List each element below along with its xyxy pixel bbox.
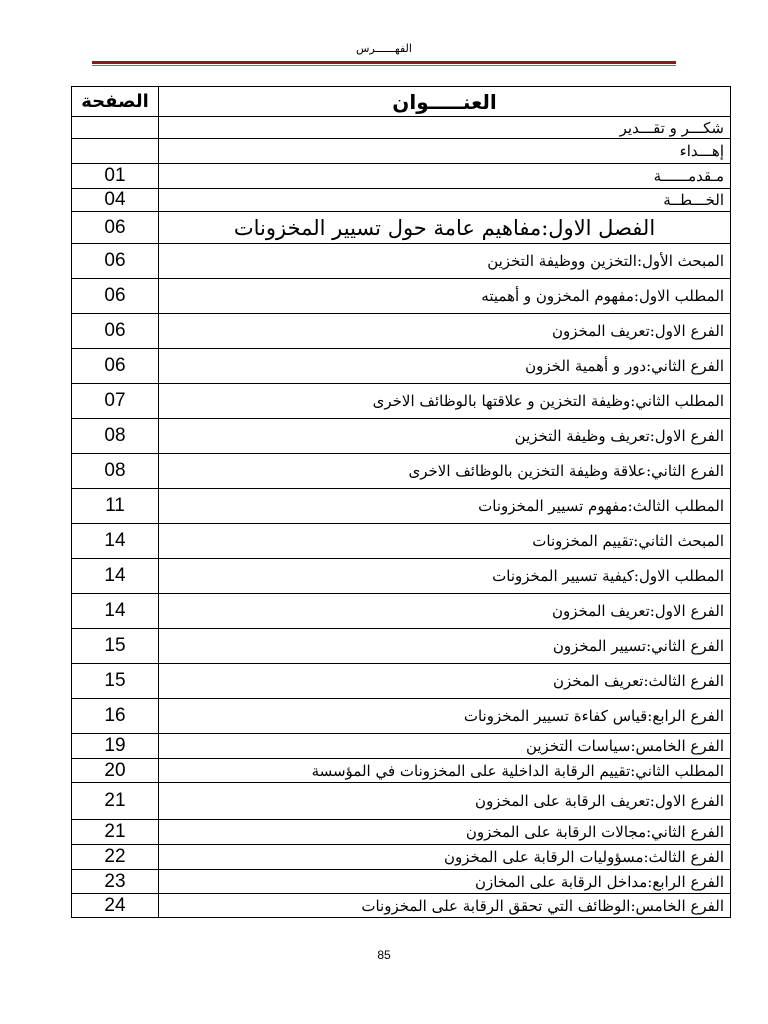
table-row (72, 870, 731, 894)
table-row (72, 664, 731, 699)
entry-page: 08 (72, 419, 159, 454)
table-of-contents (71, 86, 731, 918)
chapter-title: الفصل الاول:مفاهيم عامة حول تسيير المخزونات (159, 212, 731, 244)
entry-page: 21 (72, 820, 159, 845)
entry-page: 04 (72, 189, 159, 212)
entry-title: الفرع الرابع:مداخل الرقابة على المخازن (159, 870, 731, 894)
entry-title: الفرع الثاني:مجالات الرقابة على المخزون (159, 820, 731, 845)
table-row (72, 559, 731, 594)
table-row (72, 629, 731, 664)
entry-page: 19 (72, 734, 159, 759)
table-row (72, 489, 731, 524)
entry-page: 06 (72, 279, 159, 314)
entry-page: 22 (72, 845, 159, 870)
table-row (72, 783, 731, 820)
header-rule (92, 61, 676, 64)
table-row (72, 759, 731, 783)
entry-title: الفرع الاول:تعريف المخزون (159, 594, 731, 629)
entry-title: الفرع الثالث:تعريف المخزن (159, 664, 731, 699)
entry-page: 21 (72, 783, 159, 820)
entry-title: الفرع الاول:تعريف المخزون (159, 314, 731, 349)
entry-page (72, 117, 159, 139)
table-row (72, 699, 731, 734)
entry-page: 23 (72, 870, 159, 894)
entry-title: المطلب الثالث:مفهوم تسيير المخزونات (159, 489, 731, 524)
entry-page: 20 (72, 759, 159, 783)
entry-page: 06 (72, 314, 159, 349)
entry-page: 15 (72, 664, 159, 699)
page-header-title: الفهــــــرس (356, 42, 412, 55)
table-row (72, 117, 731, 139)
entry-page: 11 (72, 489, 159, 524)
entry-page: 08 (72, 454, 159, 489)
table-row-chapter (72, 212, 731, 244)
entry-page: 06 (72, 349, 159, 384)
entry-title: شكـــر و تقـــدير (159, 117, 731, 139)
table-row (72, 384, 731, 419)
entry-title: مـقدمــــــة (159, 164, 731, 189)
table-row (72, 279, 731, 314)
entry-page: 06 (72, 212, 159, 244)
entry-title: إهـــداء (159, 139, 731, 164)
table-row (72, 734, 731, 759)
header-rule-thin (92, 65, 676, 66)
table-row (72, 845, 731, 870)
entry-title: المطلب الثاني:تقييم الرقابة الداخلية على المخزونات في المؤسسة (159, 759, 731, 783)
entry-page: 14 (72, 524, 159, 559)
column-header-page: الصفحة (72, 87, 159, 117)
entry-title: الخـــطــة (159, 189, 731, 212)
entry-title: المطلب الثاني:وظيفة التخزين و علاقتها بالوظائف الاخرى (159, 384, 731, 419)
entry-title: الفرع الخامس:سياسات التخزين (159, 734, 731, 759)
table-row (72, 189, 731, 212)
entry-title: الفرع الاول:تعريف وظيفة التخزين (159, 419, 731, 454)
table-row (72, 594, 731, 629)
entry-title: الفرع الرابع:قياس كفاءة تسيير المخزونات (159, 699, 731, 734)
entry-page: 06 (72, 244, 159, 279)
entry-title: الفرع الثالث:مسؤوليات الرقابة على المخزون (159, 845, 731, 870)
entry-page (72, 139, 159, 164)
entry-title: المبحث الثاني:تقييم المخزونات (159, 524, 731, 559)
column-header-title: العنـــــوان (159, 87, 731, 117)
entry-title: الفرع الاول:تعريف الرقابة على المخزون (159, 783, 731, 820)
table-row (72, 419, 731, 454)
entry-title: الفرع الثاني:تسيير المخزون (159, 629, 731, 664)
entry-title: الفرع الخامس:الوظائف التي تحقق الرقابة على المخزونات (159, 894, 731, 918)
entry-title: المبحث الأول:التخزين ووظيفة التخزين (159, 244, 731, 279)
entry-title: المطلب الاول:كيفية تسيير المخزونات (159, 559, 731, 594)
entry-title: المطلب الاول:مفهوم المخزون و أهميته (159, 279, 731, 314)
table-row (72, 524, 731, 559)
table-row (72, 314, 731, 349)
page-number: 85 (377, 948, 391, 962)
table-row (72, 349, 731, 384)
entry-page: 07 (72, 384, 159, 419)
entry-page: 16 (72, 699, 159, 734)
entry-title: الفرع الثاني:دور و أهمية الخزون (159, 349, 731, 384)
table-row (72, 164, 731, 189)
entry-page: 15 (72, 629, 159, 664)
table-row (72, 244, 731, 279)
table-row (72, 820, 731, 845)
table-row (72, 139, 731, 164)
entry-page: 24 (72, 894, 159, 918)
table-header-row (72, 87, 731, 117)
table-row (72, 894, 731, 918)
entry-title: الفرع الثاني:علاقة وظيفة التخزين بالوظائف الاخرى (159, 454, 731, 489)
entry-page: 01 (72, 164, 159, 189)
table-row (72, 454, 731, 489)
entry-page: 14 (72, 559, 159, 594)
entry-page: 14 (72, 594, 159, 629)
